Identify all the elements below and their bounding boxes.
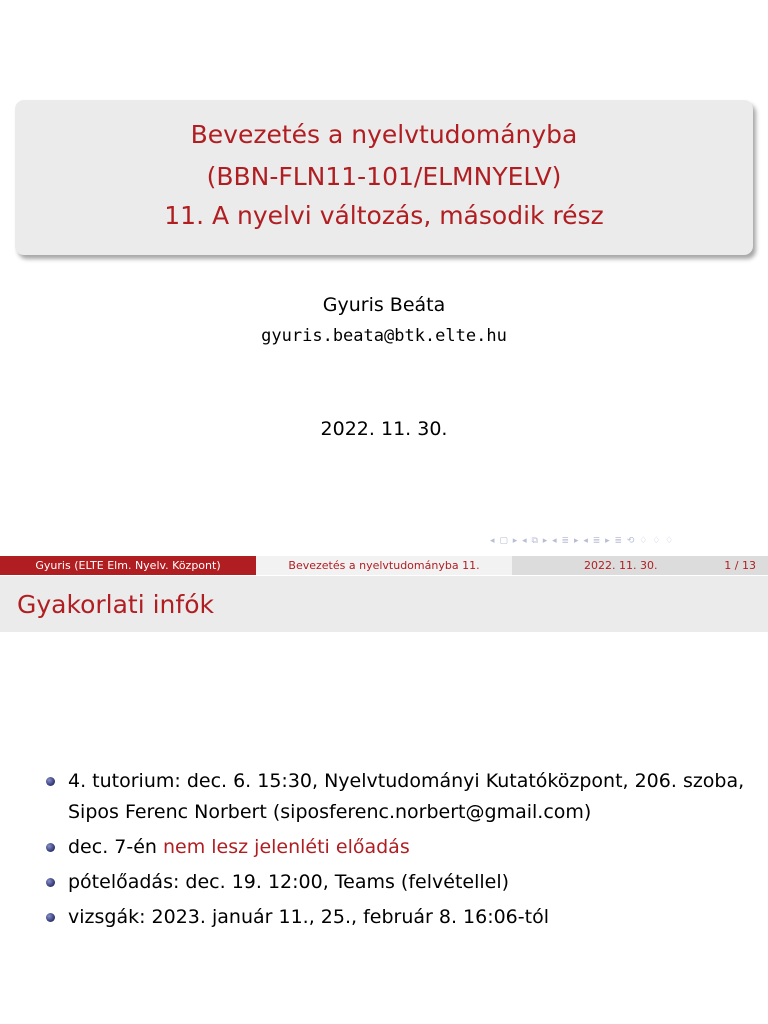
title-line-2: (BBN-FLN11-101/ELMNYELV) [206, 162, 562, 191]
bullet-text: pótelőadás: dec. 19. 12:00, Teams (felvétellel) [68, 871, 510, 893]
bullet-icon [46, 913, 55, 922]
list-item [45, 766, 745, 828]
footer [0, 556, 768, 575]
bullet-list [45, 766, 745, 937]
footer-author: Gyuris (ELTE Elm. Nyelv. Központ) [0, 556, 256, 575]
title-box [15, 100, 753, 255]
frame-title-bar [0, 576, 768, 632]
footer-page-number: 1 / 13 [724, 559, 756, 572]
author-email: gyuris.beata@btk.elte.hu [261, 326, 507, 346]
frame-title: Gyakorlati infók [17, 590, 214, 619]
content-slide [0, 576, 768, 1024]
navigation-symbols[interactable]: ◂ ▢ ▸ ◂ ⧉ ▸ ◂ ≣ ▸ ◂ ≣ ▸ ≣ ⟲ ♢ ♢ ♢ [490, 536, 675, 546]
bullet-icon [46, 878, 55, 887]
footer-date: 2022. 11. 30. [584, 559, 658, 572]
bullet-text: 4. tutorium: dec. 6. 15:30, Nyelvtudományi Kutatóközpont, 206. szoba, Sipos Ferenc Norbert (siposferenc.norbert@gmail.com) [68, 770, 745, 823]
bullet-highlight: nem lesz jelenléti előadás [163, 836, 410, 858]
list-item [45, 832, 745, 863]
bullet-text-prefix: dec. 7-én [68, 836, 163, 858]
title-line-1: Bevezetés a nyelvtudományba [190, 120, 578, 149]
footer-title: Bevezetés a nyelvtudományba 11. [256, 556, 512, 575]
author-name: Gyuris Beáta [322, 294, 446, 316]
title-line-3: 11. A nyelvi változás, második rész [164, 201, 604, 230]
list-item [45, 867, 745, 898]
footer-info [512, 556, 768, 575]
bullet-text: vizsgák: 2023. január 11., 25., február 8. 16:06-tól [68, 906, 549, 928]
bullet-icon [46, 777, 55, 786]
bullet-icon [46, 843, 55, 852]
list-item [45, 902, 745, 933]
presentation-date: 2022. 11. 30. [320, 418, 448, 440]
